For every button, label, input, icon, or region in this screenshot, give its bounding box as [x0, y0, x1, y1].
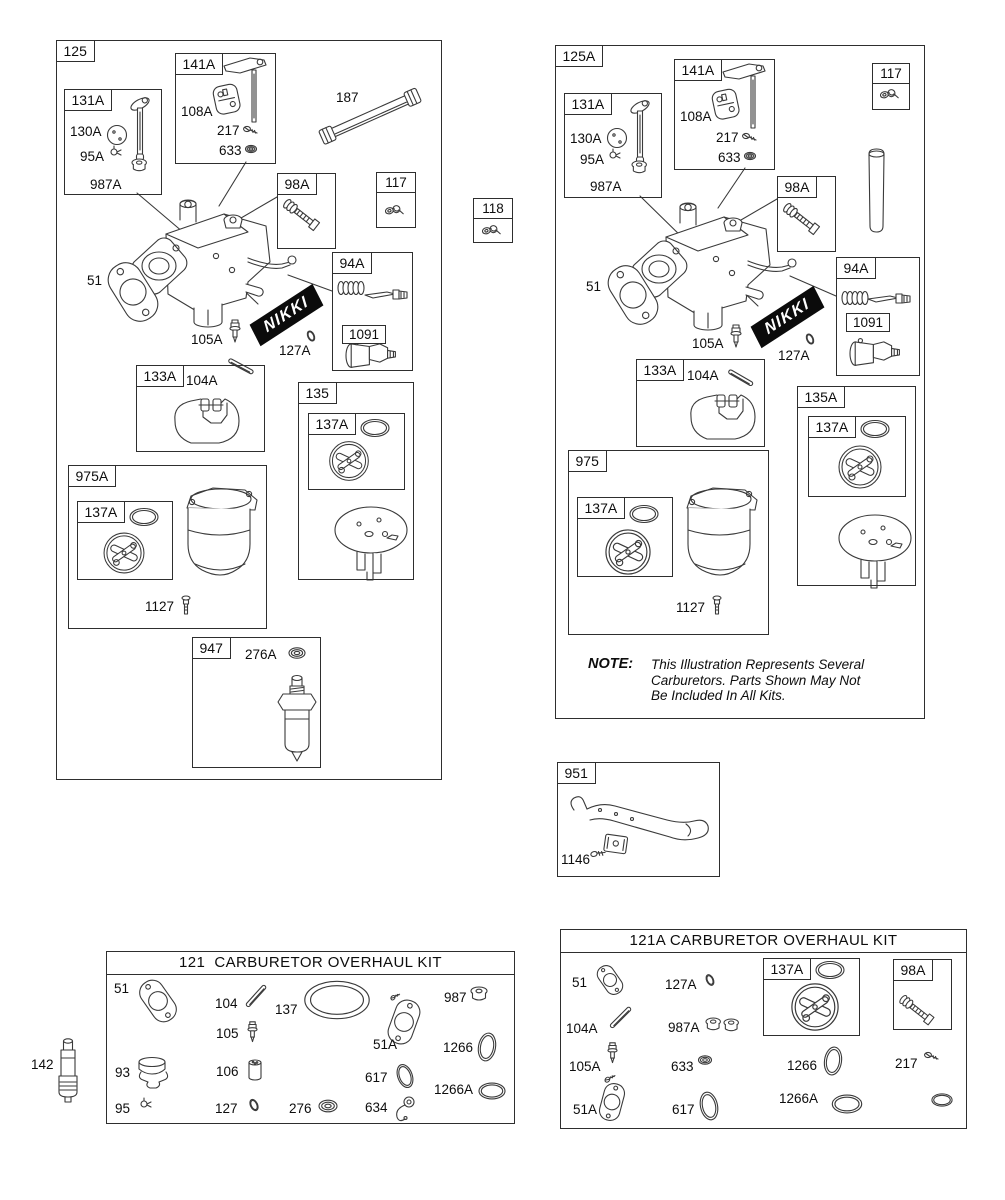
callout-137A-tag: 137A — [808, 416, 857, 438]
part-label-987A: 987A — [590, 179, 622, 194]
kit-item-105A: 105A — [569, 1059, 601, 1074]
fuel-filter-142-illustration — [59, 1039, 77, 1102]
callout-98A — [777, 176, 836, 252]
kit-item-137: 137 — [275, 1002, 298, 1017]
part-label-95A: 95A — [580, 152, 605, 167]
callout-947-tag: 947 — [192, 637, 231, 659]
kit-item-634: 634 — [365, 1100, 388, 1115]
callout-133A-tag: 133A — [136, 365, 185, 387]
kit-item-987A: 987A — [668, 1020, 700, 1035]
callout-133A-tag: 133A — [636, 359, 685, 381]
callout-94A-tag: 94A — [836, 257, 877, 279]
callout-94A — [332, 252, 413, 371]
part-label-108A: 108A — [680, 109, 712, 124]
callout-141A-tag: 141A — [674, 59, 723, 81]
part-label-130A: 130A — [70, 124, 102, 139]
kit-item-105: 105 — [216, 1026, 239, 1041]
part-label-51: 51 — [586, 279, 602, 294]
part-label-104A: 104A — [186, 373, 218, 388]
callout-137A-tag: 137A — [577, 497, 626, 519]
kit-callout-137A-tag: 137A — [763, 958, 812, 980]
part-label-127A: 127A — [279, 343, 311, 358]
callout-137A — [308, 413, 405, 490]
kit-item-95: 95 — [115, 1101, 131, 1116]
callout-137A-tag: 137A — [308, 413, 357, 435]
kit-item-51: 51 — [572, 975, 588, 990]
panel-125-tag: 125 — [56, 40, 95, 62]
callout-137A — [577, 497, 673, 577]
part-label-1127: 1127 — [145, 599, 175, 614]
note-label — [588, 656, 633, 673]
kit-item-127: 127 — [215, 1101, 238, 1116]
kit-callout-98A-tag: 98A — [893, 959, 934, 981]
note-line-2: Carburetors. Parts Shown May Not — [651, 672, 861, 688]
callout-975-tag: 975 — [568, 450, 607, 472]
kit-item-93: 93 — [115, 1065, 131, 1080]
kit-item-104: 104 — [215, 996, 238, 1011]
part-label-1127: 1127 — [676, 600, 706, 615]
callout-137A — [808, 416, 906, 497]
callout-137A — [77, 501, 173, 580]
note-line-1: This Illustration Represents Several — [651, 657, 865, 672]
part-label-142: 142 — [31, 1057, 54, 1072]
part-label-633: 633 — [718, 150, 741, 165]
part-label-130A: 130A — [570, 131, 602, 146]
kit-item-51: 51 — [114, 981, 130, 996]
callout-135-tag: 135 — [298, 382, 337, 404]
callout-951-tag: 951 — [557, 762, 596, 784]
kit-item-1266A: 1266A — [434, 1082, 474, 1097]
callout-117 — [376, 172, 416, 228]
kit-item-1266A: 1266A — [779, 1091, 819, 1106]
part-label-105A: 105A — [692, 336, 724, 351]
kit-item-987: 987 — [444, 990, 467, 1005]
callout-98A-tag: 98A — [777, 176, 818, 198]
kit-121A-title: 121A CARBURETOR OVERHAUL KIT — [561, 930, 966, 953]
part-label-217: 217 — [217, 123, 240, 138]
kit-callout-137A — [763, 958, 860, 1036]
part-label-987A: 987A — [90, 177, 122, 192]
note-text — [651, 657, 864, 704]
note-line-3: Be Included In All Kits. — [651, 688, 786, 703]
callout-135A-tag: 135A — [797, 386, 846, 408]
kit-121-title: 121 CARBURETOR OVERHAUL KIT — [107, 952, 514, 975]
kit-item-617: 617 — [365, 1070, 388, 1085]
callout-141A-tag: 141A — [175, 53, 224, 75]
kit-item-1266: 1266 — [443, 1040, 474, 1055]
kit-item-51A: 51A — [573, 1102, 598, 1117]
callout-117 — [872, 63, 910, 110]
callout-1091-tag: 1091 — [846, 313, 890, 332]
callout-117-tag: 117 — [873, 64, 909, 84]
part-label-1146: 1146 — [561, 852, 591, 867]
panel-125A-tag: 125A — [555, 45, 604, 67]
callout-975A-tag: 975A — [68, 465, 117, 487]
callout-94A-tag: 94A — [332, 252, 373, 274]
callout-118-tag: 118 — [474, 199, 512, 219]
part-label-633: 633 — [219, 143, 242, 158]
kit-item-633: 633 — [671, 1059, 694, 1074]
kit-121-box — [106, 951, 515, 1124]
part-label-187: 187 — [336, 90, 359, 105]
part-label-217: 217 — [716, 130, 739, 145]
kit-item-127A: 127A — [665, 977, 697, 992]
part-label-276A: 276A — [245, 647, 277, 662]
kit-item-104A: 104A — [566, 1021, 598, 1036]
note-prefix: NOTE: — [588, 656, 634, 672]
nikki-brand-logo: NIKKI — [751, 286, 825, 348]
kit-item-106: 106 — [216, 1064, 239, 1079]
nikki-brand-logo: NIKKI — [250, 284, 324, 346]
callout-98A — [277, 173, 336, 249]
part-label-51: 51 — [87, 273, 103, 288]
part-label-105A: 105A — [191, 332, 223, 347]
kit-item-617: 617 — [672, 1102, 695, 1117]
part-label-127A: 127A — [778, 348, 810, 363]
callout-137A-tag: 137A — [77, 501, 126, 523]
callout-131A-tag: 131A — [64, 89, 113, 111]
part-label-108A: 108A — [181, 104, 213, 119]
part-label-95A: 95A — [80, 149, 105, 164]
kit-item-51A: 51A — [373, 1037, 398, 1052]
kit-item-276: 276 — [289, 1101, 312, 1116]
kit-callout-98A — [893, 959, 952, 1030]
callout-118 — [473, 198, 513, 243]
callout-117-tag: 117 — [377, 173, 415, 193]
part-label-104A: 104A — [687, 368, 719, 383]
callout-1091-tag: 1091 — [342, 325, 386, 344]
callout-98A-tag: 98A — [277, 173, 318, 195]
kit-item-1266: 1266 — [787, 1058, 818, 1073]
kit-item-217: 217 — [895, 1056, 918, 1071]
callout-131A-tag: 131A — [564, 93, 613, 115]
